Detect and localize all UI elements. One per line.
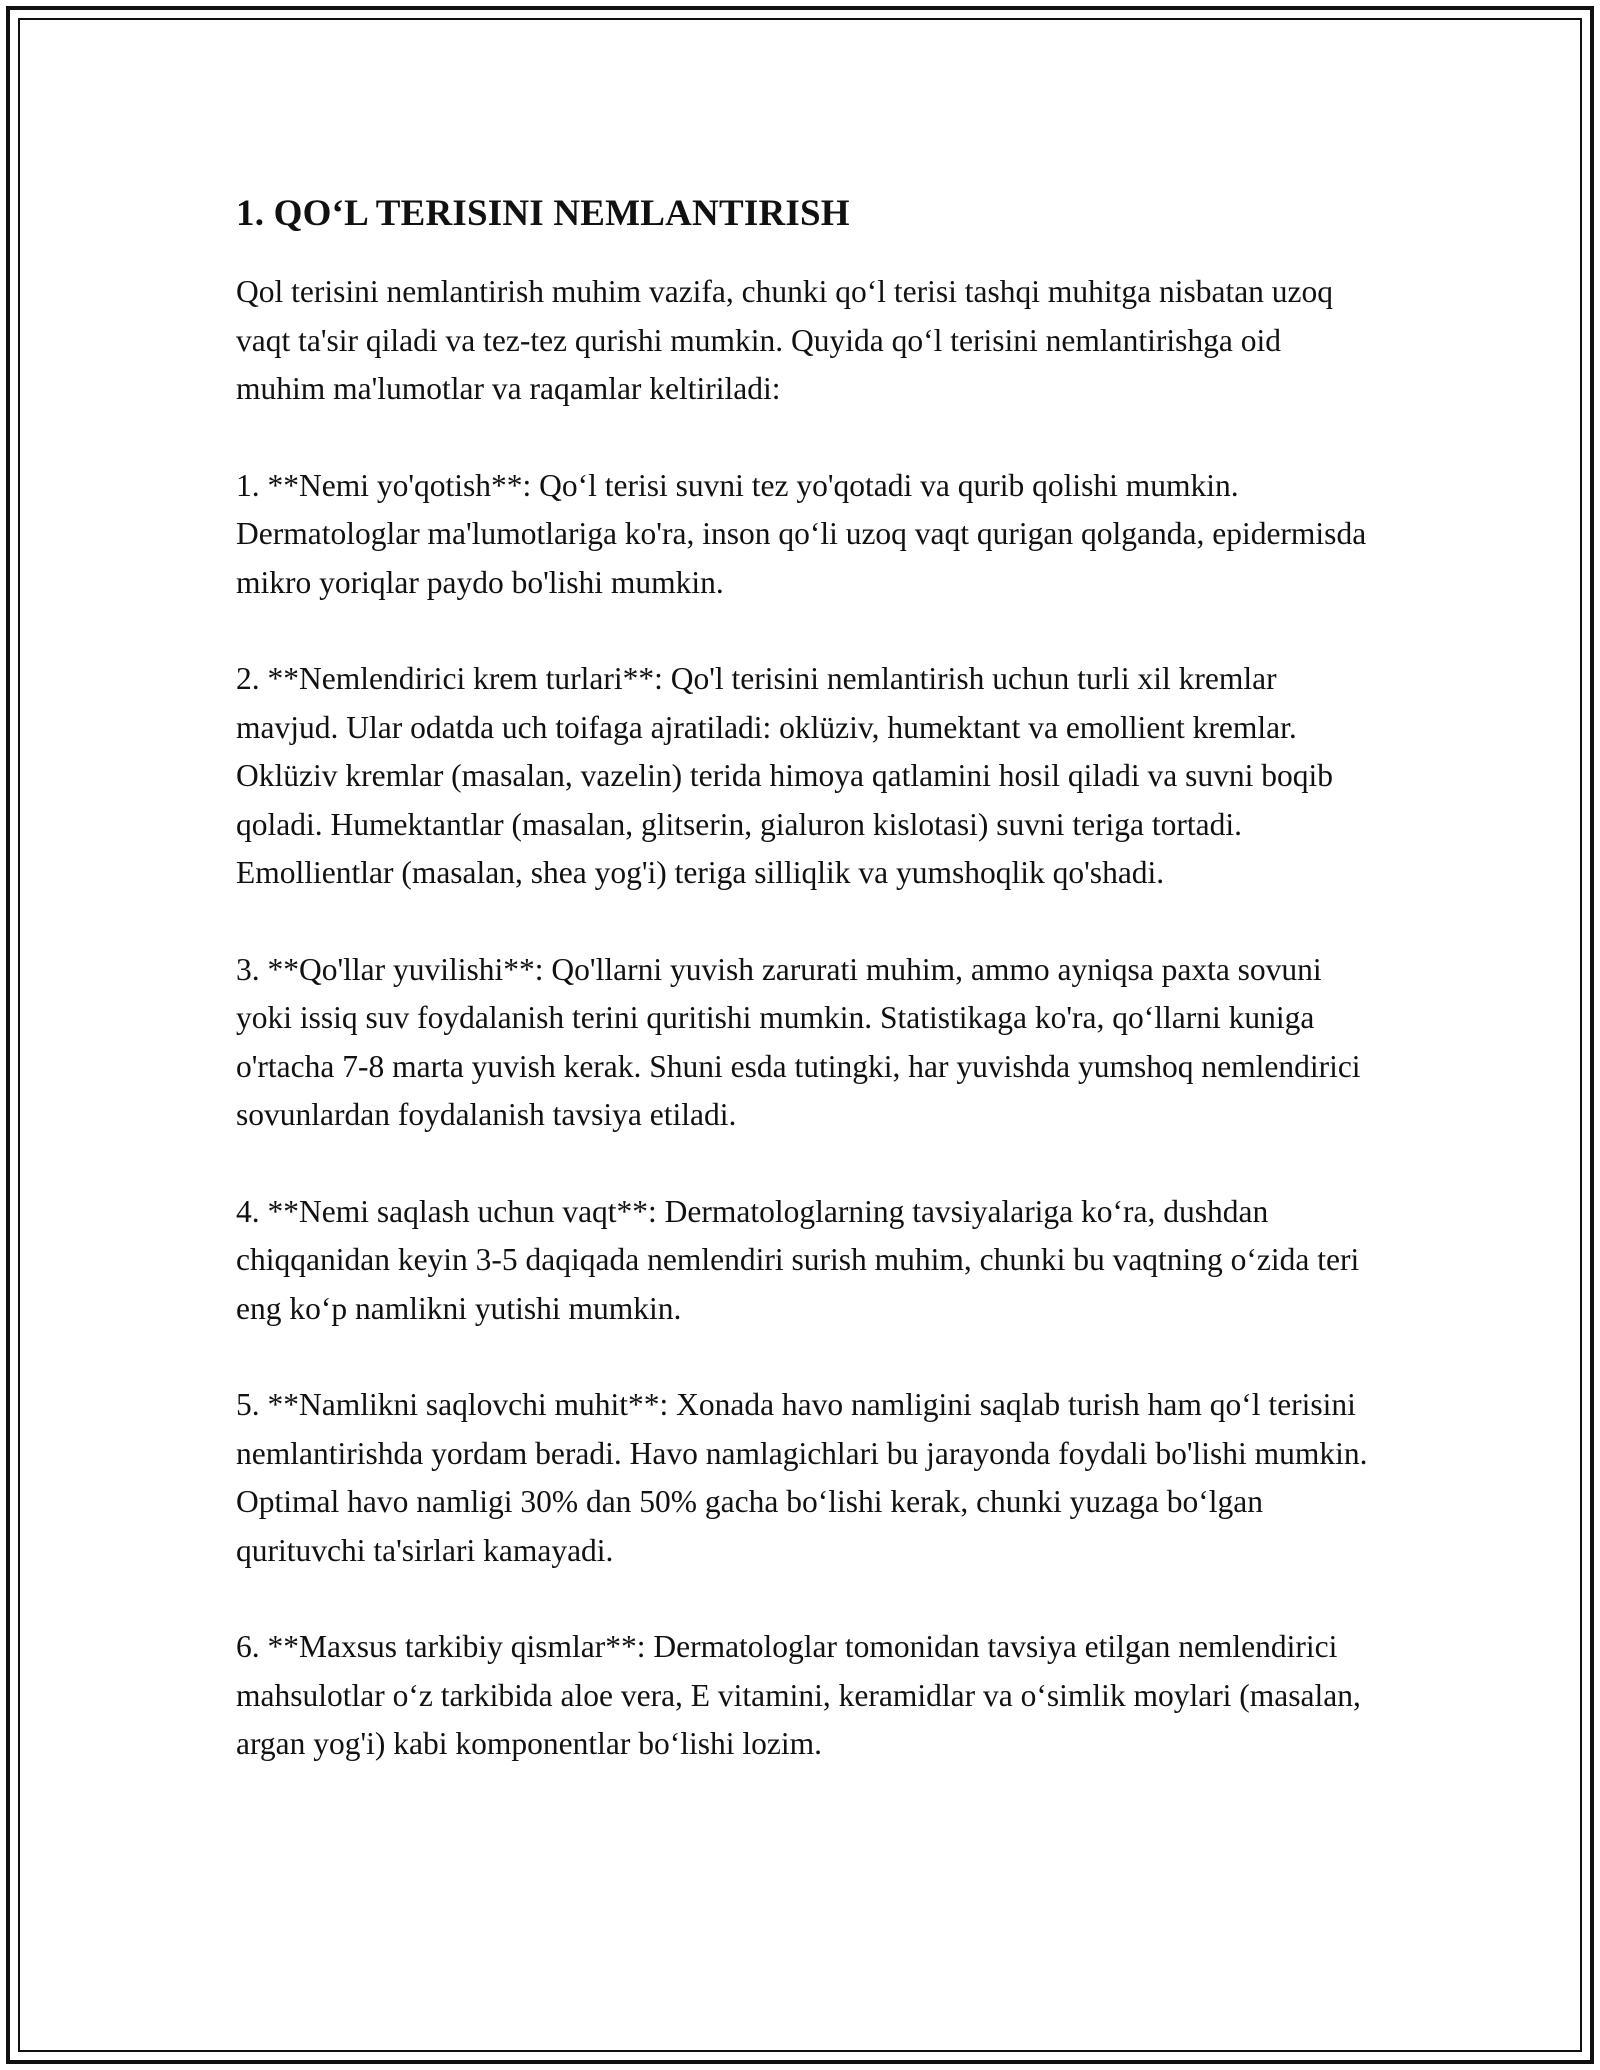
list-item-special-ingredients: 6. **Maxsus tarkibiy qismlar**: Dermatologlar tomonidan tavsiya etilgan nemlendirici mahsulotlar o‘z tarkibida aloe vera, E vitamini, keramidlar va o‘simlik moylari (masalan, argan yog'i) kabi komponentlar bo‘lishi lozim. <box>236 1629 1361 1761</box>
section-heading: 1. QO‘L TERISINI NEMLANTIRISH <box>236 193 850 234</box>
document-body <box>236 188 1376 1817</box>
list-item-moisturizing-time: 4. **Nemi saqlash uchun vaqt**: Dermatologlarning tavsiyalariga ko‘ra, dushdan chiqqanidan keyin 3-5 daqiqada nemlendiri surish muhim, chunki bu vaqtning o‘zida teri eng ko‘p namlikni yutishi mumkin. <box>236 1193 1360 1326</box>
list-item-hand-washing: 3. **Qo'llar yuvilishi**: Qo'llarni yuvish zarurati muhim, ammo ayniqsa paxta sovuni yoki issiq suv foydalanish terini quritishi mumkin. Statistikaga ko'ra, qo‘llarni kuniga o'rtacha 7-8 marta yuvish kerak. Shuni esda tutingki, har yuvishda yumshoq nemlendirici sovunlardan foydalanish tavsiya etiladi. <box>236 951 1361 1132</box>
list-item-cream-types: 2. **Nemlendirici krem turlari**: Qo'l terisini nemlantirish uchun turli xil kremlar mavjud. Ular odatda uch toifaga ajratiladi: oklüziv, humektant va emollient kremlar. Oklüziv kremlar (masalan, vazelin) terida himoya qatlamini hosil qiladi va suvni boqib qoladi. Humektantlar (masalan, glitserin, gialuron kislotasi) suvni teriga tortadi. Emollientlar (masalan, shea yog'i) teriga silliqlik va yumshoqlik qo'shadi. <box>236 661 1333 890</box>
intro-paragraph: Qol terisini nemlantirish muhim vazifa, chunki qo‘l terisi tashqi muhitga nisbatan uzoq vaqt ta'sir qiladi va tez-tez qurishi mumkin. Quyida qo‘l terisini nemlantirishga oid muhim ma'lumotlar va raqamlar keltiriladi: <box>236 274 1334 406</box>
list-item-humid-environment: 5. **Namlikni saqlovchi muhit**: Xonada havo namligini saqlab turish ham qo‘l terisini nemlantirishda yordam beradi. Havo namlagichlari bu jarayonda foydali bo'lishi mumkin. Optimal havo namligi 30% dan 50% gacha bo‘lishi kerak, chunki yuzaga bo‘lgan qurituvchi ta'sirlari kamayadi. <box>236 1387 1368 1568</box>
list-item-moisture-loss: 1. **Nemi yo'qotish**: Qo‘l terisi suvni tez yo'qotadi va qurib qolishi mumkin. Dermatologlar ma'lumotlariga ko'ra, inson qo‘li uzoq vaqt qurigan qolganda, epidermisda mikro yoriqlar paydo bo'lishi mumkin. <box>236 467 1367 600</box>
